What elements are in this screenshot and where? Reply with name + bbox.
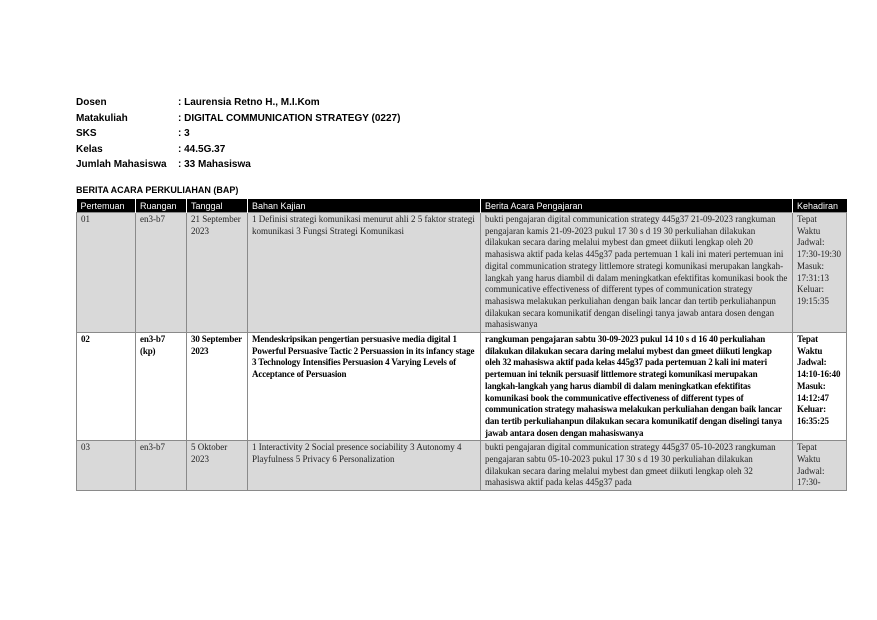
info-label: Kelas: [76, 143, 103, 155]
info-row-jumlah-mahasiswa: [76, 157, 400, 173]
column-header-bahan-kajian: Bahan Kajian: [248, 199, 481, 213]
cell-ruangan: en3-b7: [136, 441, 187, 491]
cell-kehadiran: [793, 441, 847, 491]
table-row: [77, 213, 847, 333]
cell-kehadiran: Tepat Waktu Jadwal: 14:10-16:40 Masuk: 14:12:47 Keluar: 16:35:25: [793, 333, 847, 441]
column-header-ruangan: Ruangan: [136, 199, 187, 213]
table-row: [77, 441, 847, 491]
cell-tanggal: 30 September 2023: [187, 333, 248, 441]
section-title: BERITA ACARA PERKULIAHAN (BAP): [76, 185, 239, 195]
info-label: SKS: [76, 128, 97, 139]
column-header-kehadiran: Kehadiran: [793, 199, 847, 213]
cell-bahan-kajian: 1 Definisi strategi komunikasi menurut ahli 2 5 faktor strategi komunikasi 3 Fungsi Strategi Komunikasi: [248, 213, 481, 333]
berita-text: bukti pengajaran digital communication strategy 445g37 05-10-2023 rangkuman pengajaran sabtu 05-10-2023 pukul 17 30 s d 19 30 perkuliahan dilakukan dilakukan secara daring melalui mybest dan gmeet diikuti lengkap oleh 32 mahasiswa aktif pada kelas 445g37 pada: [485, 442, 776, 488]
cell-pertemuan: 03: [77, 441, 136, 491]
info-value: : 3: [178, 128, 190, 139]
column-header-berita-acara: Berita Acara Pengajaran: [481, 199, 793, 213]
cell-pertemuan: 02: [77, 333, 136, 441]
table-header-row: [77, 199, 847, 213]
info-row-kelas: [76, 142, 400, 158]
cell-berita-acara: bukti pengajaran digital communication strategy 445g37 21-09-2023 rangkuman pengajaran kamis 21-09-2023 pukul 17 30 s d 19 30 perkuliahan dilakukan dilakukan secara daring melalui mybest dan gmeet diikuti lengkap oleh 20 mahasiswa aktif pada kelas 445g37 pada pertemuan 1 kali ini materi pertemuan ini digital communication strategy littlemore strategi komunikasi merupakan langkah-langkah yang harus diambil di dalam meningkatkan efektifitas komunikasi book the communicative effectiveness of different types of communication strategy mahasiswa melakukan perkuliahan dengan baik lancar dan tertib perkuliahanpun dilakukan secara komunikatif dengan diselingi tanya jawab antara dosen dengan mahasiswanya: [481, 213, 793, 333]
info-value: : 44.5G.37: [178, 143, 226, 155]
info-label: Dosen: [76, 97, 107, 108]
column-header-pertemuan: Pertemuan: [77, 199, 136, 213]
course-info: [76, 95, 400, 173]
cell-bahan-kajian: 1 Interactivity 2 Social presence sociability 3 Autonomy 4 Playfulness 5 Privacy 6 Personalization: [248, 441, 481, 491]
cell-ruangan: en3-b7 (kp): [136, 333, 187, 441]
cell-bahan-kajian: Mendeskripsikan pengertian persuasive media digital 1 Powerful Persuasive Tactic 2 Persuassion in its infancy stage 3 Technology Intensifies Persuasion 4 Varying Levels of Acceptance of Persuasion: [248, 333, 481, 441]
info-value: : DIGITAL COMMUNICATION STRATEGY (0227): [178, 112, 401, 124]
info-row-dosen: [76, 95, 400, 111]
cell-pertemuan: 01: [77, 213, 136, 333]
cell-berita-acara: [481, 441, 793, 491]
cell-kehadiran: Tepat Waktu Jadwal: 17:30-19:30 Masuk: 17:31:13 Keluar: 19:15:35: [793, 213, 847, 333]
column-header-tanggal: Tanggal: [187, 199, 248, 213]
info-row-matakuliah: [76, 111, 400, 127]
info-value: : 33 Mahasiswa: [178, 159, 251, 170]
cell-ruangan: en3-b7: [136, 213, 187, 333]
info-label: Jumlah Mahasiswa: [76, 159, 167, 170]
info-value: : Laurensia Retno H., M.I.Kom: [178, 97, 320, 108]
info-label: Matakuliah: [76, 112, 128, 124]
bap-table: [76, 199, 847, 491]
table-row: [77, 333, 847, 441]
cell-berita-acara: rangkuman pengajaran sabtu 30-09-2023 pukul 14 10 s d 16 40 perkuliahan dilakukan dilakukan secara daring melalui mybest dan gmeet diikuti lengkap oleh 32 mahasiswa aktif pada kelas 445g37 pada pertemuan 2 kali ini materi pertemuan ini teknik persuasif littlemore strategi komunikasi merupakan langkah-langkah yang harus diambil di dalam meningkatkan efektifitas komunikasi book the communicative effectiveness of different types of communication strategy mahasiswa melakukan perkuliahan dengan baik lancar dan tertib perkuliahanpun dilakukan secara komunikatif dengan diselingi tanya jawab antara dosen dengan mahasiswanya: [481, 333, 793, 441]
cell-tanggal: 5 Oktober 2023: [187, 441, 248, 491]
kehadiran-text: Tepat Waktu Jadwal: 17:30-: [797, 442, 825, 488]
cell-tanggal: 21 September 2023: [187, 213, 248, 333]
info-row-sks: [76, 126, 400, 142]
